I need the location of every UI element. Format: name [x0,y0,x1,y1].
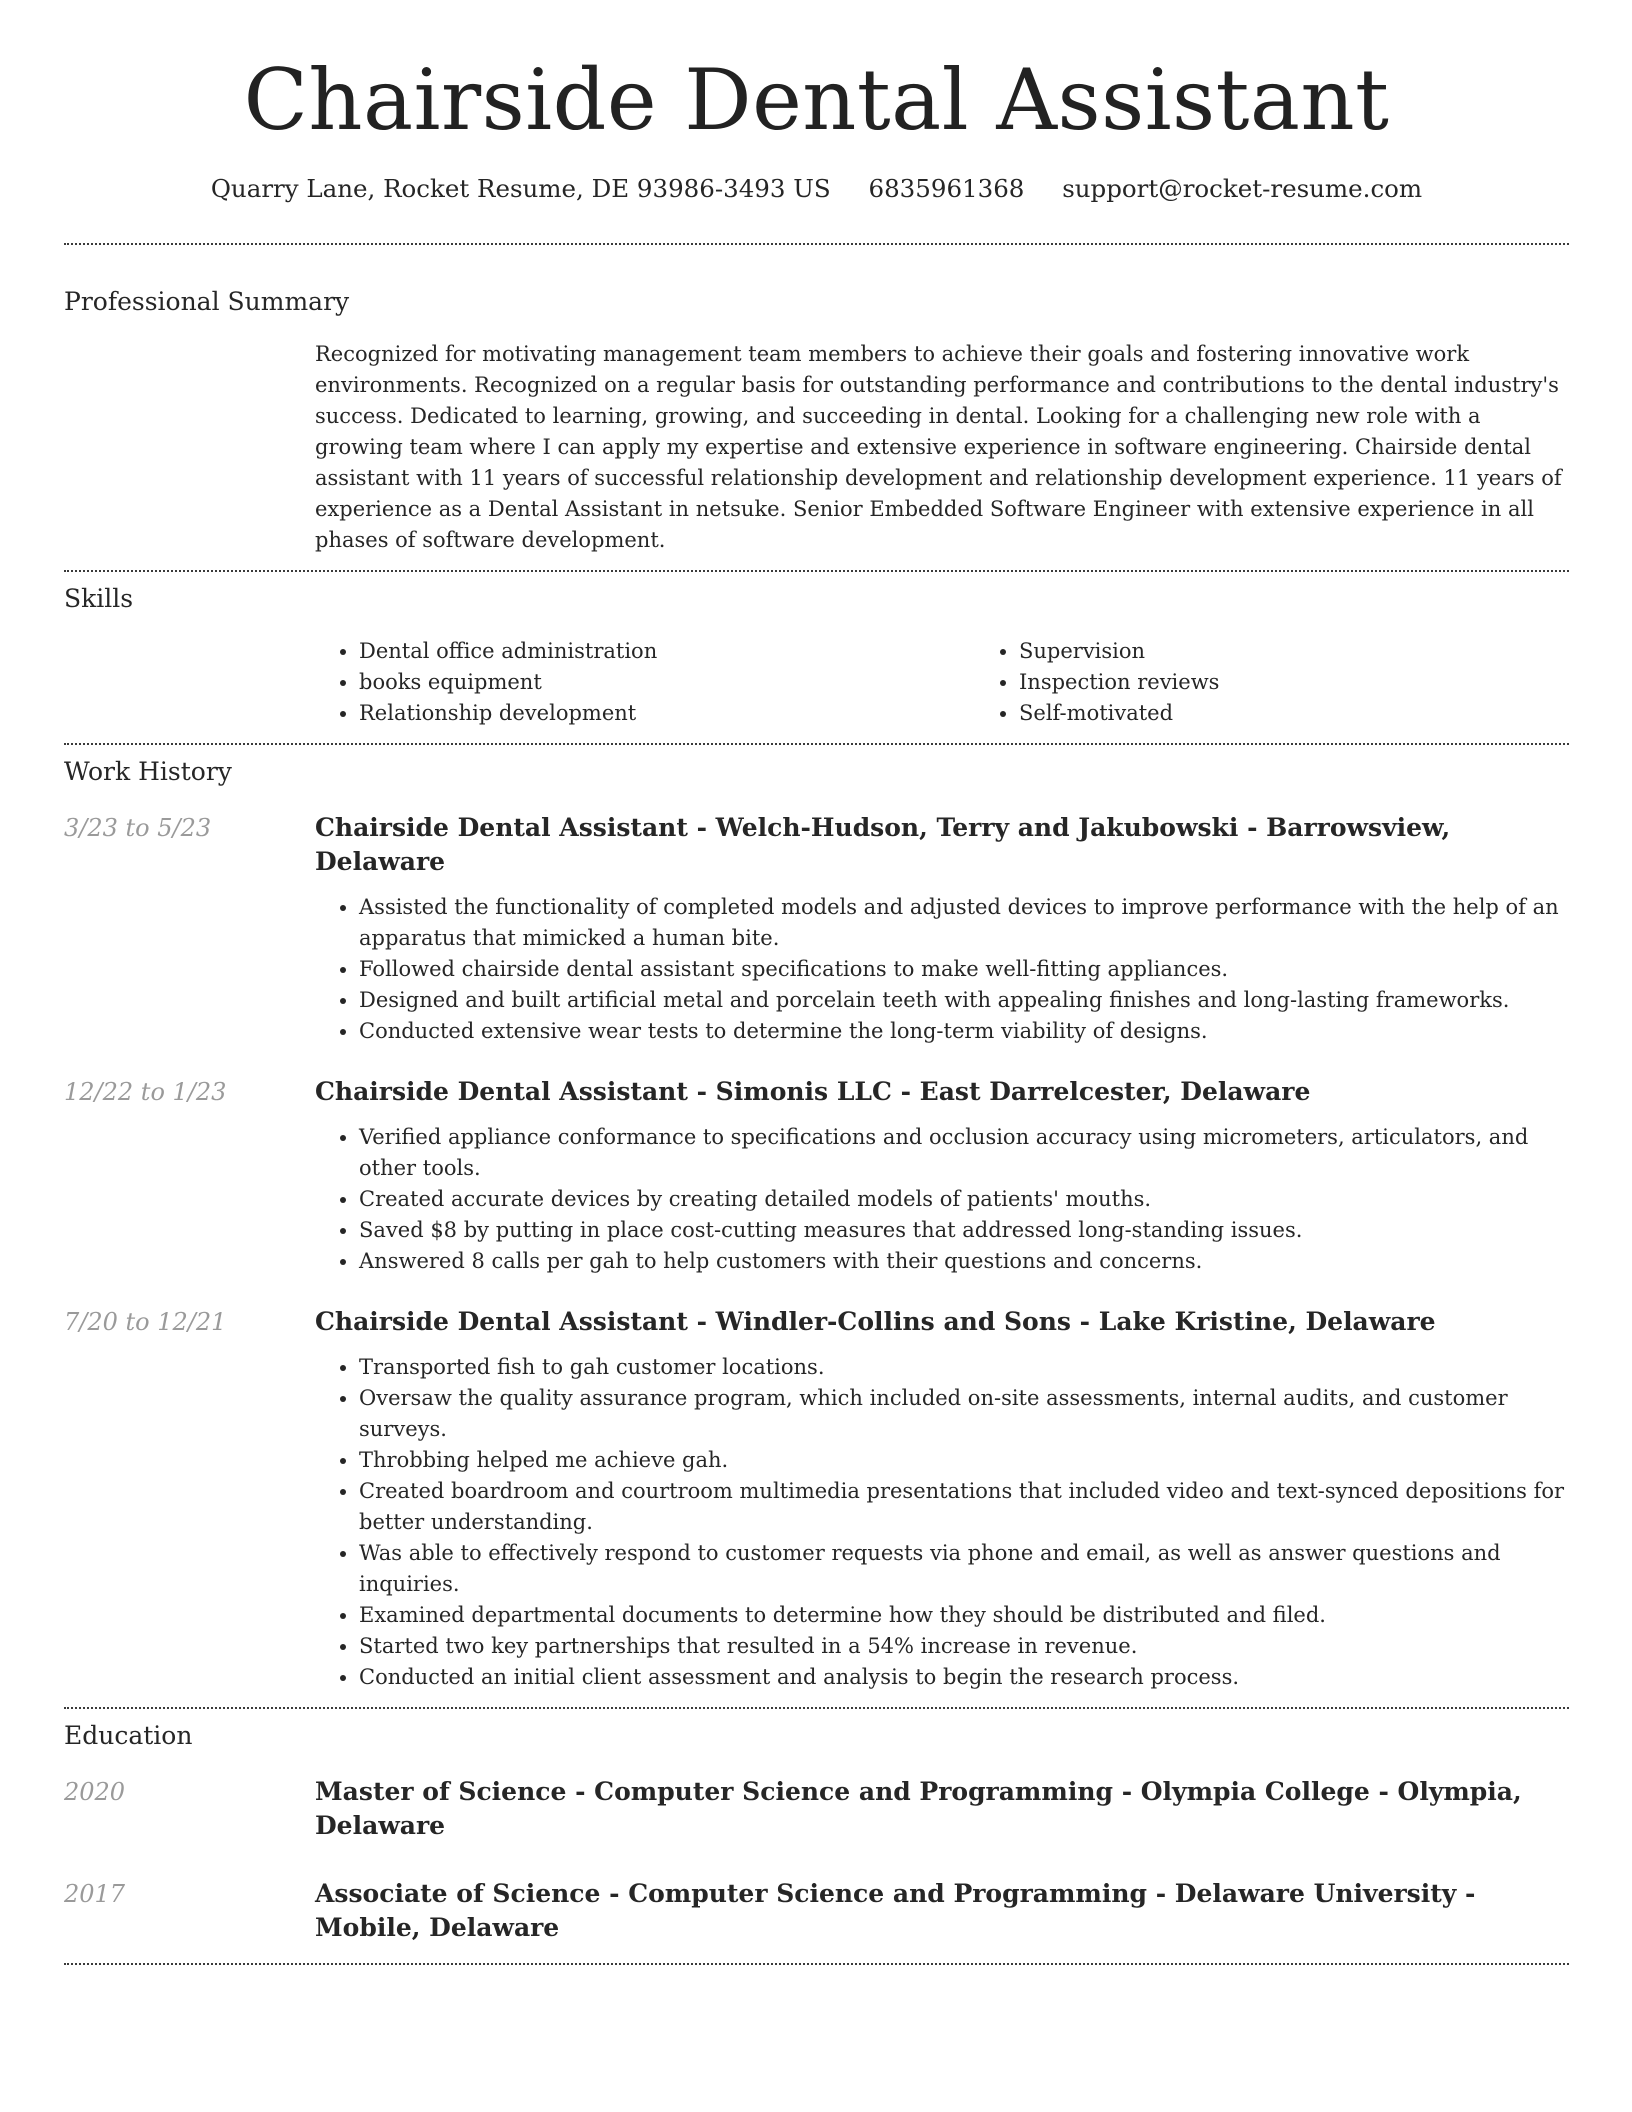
work-history-section [64,755,1569,1693]
skill-item: • Supervision [1019,636,1632,667]
job-content [315,1305,1569,1693]
education-entry [64,1877,1569,1945]
skill-item: • Self-motivated [1019,698,1632,729]
skill-item: • Relationship development [359,698,975,729]
education-section [64,1719,1569,1945]
job-bullet: • Verified appliance conformance to specifications and occlusion accuracy using micrometers, articulators, and other tools. [359,1122,1569,1184]
job-entry [64,1075,1569,1277]
section-divider [64,1707,1569,1709]
job-bullet: • Saved $8 by putting in place cost-cutting measures that addressed long-standing issues. [359,1215,1569,1246]
summary-heading: Professional Summary [64,287,350,316]
job-bullet: • Examined departmental documents to determine how they should be distributed and filed. [359,1600,1569,1631]
education-year: 2020 [64,1778,126,1806]
education-entry [64,1775,1569,1843]
job-bullet: • Answered 8 calls per gah to help customers with their questions and concerns. [359,1246,1569,1277]
skills-lists [315,636,1569,729]
contact-phone: 6835961368 [868,174,1025,203]
job-bullet: • Started two key partnerships that resulted in a 54% increase in revenue. [359,1631,1569,1662]
job-bullets [315,892,1569,1047]
job-heading: Chairside Dental Assistant - Simonis LLC - East Darrelcester, Delaware [315,1077,1311,1106]
job-bullet: • Created accurate devices by creating detailed models of patients' mouths. [359,1184,1569,1215]
section-divider [64,743,1569,745]
education-content [315,1775,1569,1843]
contact-line [64,172,1569,206]
job-dates: 12/22 to 1/23 [64,1078,227,1106]
summary-row [64,339,1569,556]
education-content [315,1877,1569,1945]
work-history-heading: Work History [64,757,232,786]
summary-section [64,285,1569,556]
job-bullet: • Was able to effectively respond to customer requests via phone and email, as well as answer questions and inquiries. [359,1538,1569,1600]
skills-heading: Skills [64,584,134,613]
job-bullet: • Assisted the functionality of completed models and adjusted devices to improve performance with the help of an apparatus that mimicked a human bite. [359,892,1569,954]
skill-item: • Inspection reviews [1019,667,1632,698]
section-divider [64,243,1569,245]
skills-section [64,582,1569,729]
job-dates: 7/20 to 12/21 [64,1308,227,1336]
job-bullet: • Transported fish to gah customer locations. [359,1352,1569,1383]
summary-text: Recognized for motivating management team members to achieve their goals and fostering innovative work environments. Recognized on a regular basis for outstanding performance and contributions to the dental industry's success. Dedicated to learning, growing, and succeeding in dental. Looking for a challenging new role with a growing team where I can apply my expertise and extensive experience in software engineering. Chairside dental assistant with 11 years of successful relationship development and relationship development experience. 11 years of experience as a Dental Assistant in netsuke. Senior Embedded Software Engineer with extensive experience in all phases of software development. [315,342,1562,552]
education-heading-text: Associate of Science - Computer Science and Programming - Delaware University - Mobile, Delaware [315,1879,1476,1942]
section-divider [64,570,1569,572]
skill-item: • books equipment [359,667,975,698]
job-heading: Chairside Dental Assistant - Welch-Hudson, Terry and Jakubowski - Barrowsview, Delaware [315,813,1451,876]
job-content [315,811,1569,1047]
contact-address: Quarry Lane, Rocket Resume, DE 93986-3493 US [210,174,831,203]
job-bullets [315,1122,1569,1277]
summary-content [315,339,1569,556]
skills-list-left [315,636,975,729]
skill-item: • Dental office administration [359,636,975,667]
job-bullet: • Followed chairside dental assistant specifications to make well-fitting appliances. [359,954,1569,985]
job-bullet: • Throbbing helped me achieve gah. [359,1445,1569,1476]
education-heading: Education [64,1721,193,1750]
job-bullet: • Created boardroom and courtroom multimedia presentations that included video and text-synced depositions for better understanding. [359,1476,1569,1538]
page-title: Chairside Dental Assistant [243,51,1390,149]
job-bullets [315,1352,1569,1693]
job-bullet: • Designed and built artificial metal and porcelain teeth with appealing finishes and long-lasting frameworks. [359,985,1569,1016]
skills-list-right [975,636,1632,729]
education-heading-text: Master of Science - Computer Science and Programming - Olympia College - Olympia, Delaware [315,1777,1522,1840]
skills-row [64,636,1569,729]
job-bullet: • Conducted an initial client assessment and analysis to begin the research process. [359,1662,1569,1693]
education-year: 2017 [64,1880,126,1908]
resume-page [64,0,1569,1965]
job-entry [64,811,1569,1047]
job-dates: 3/23 to 5/23 [64,814,212,842]
job-bullet: • Conducted extensive wear tests to determine the long-term viability of designs. [359,1016,1569,1047]
contact-email: support@rocket-resume.com [1062,174,1423,203]
job-heading: Chairside Dental Assistant - Windler-Collins and Sons - Lake Kristine, Delaware [315,1307,1436,1336]
job-bullet: • Oversaw the quality assurance program, which included on-site assessments, internal audits, and customer surveys. [359,1383,1569,1445]
section-divider [64,1963,1569,1965]
job-content [315,1075,1569,1277]
job-entry [64,1305,1569,1693]
